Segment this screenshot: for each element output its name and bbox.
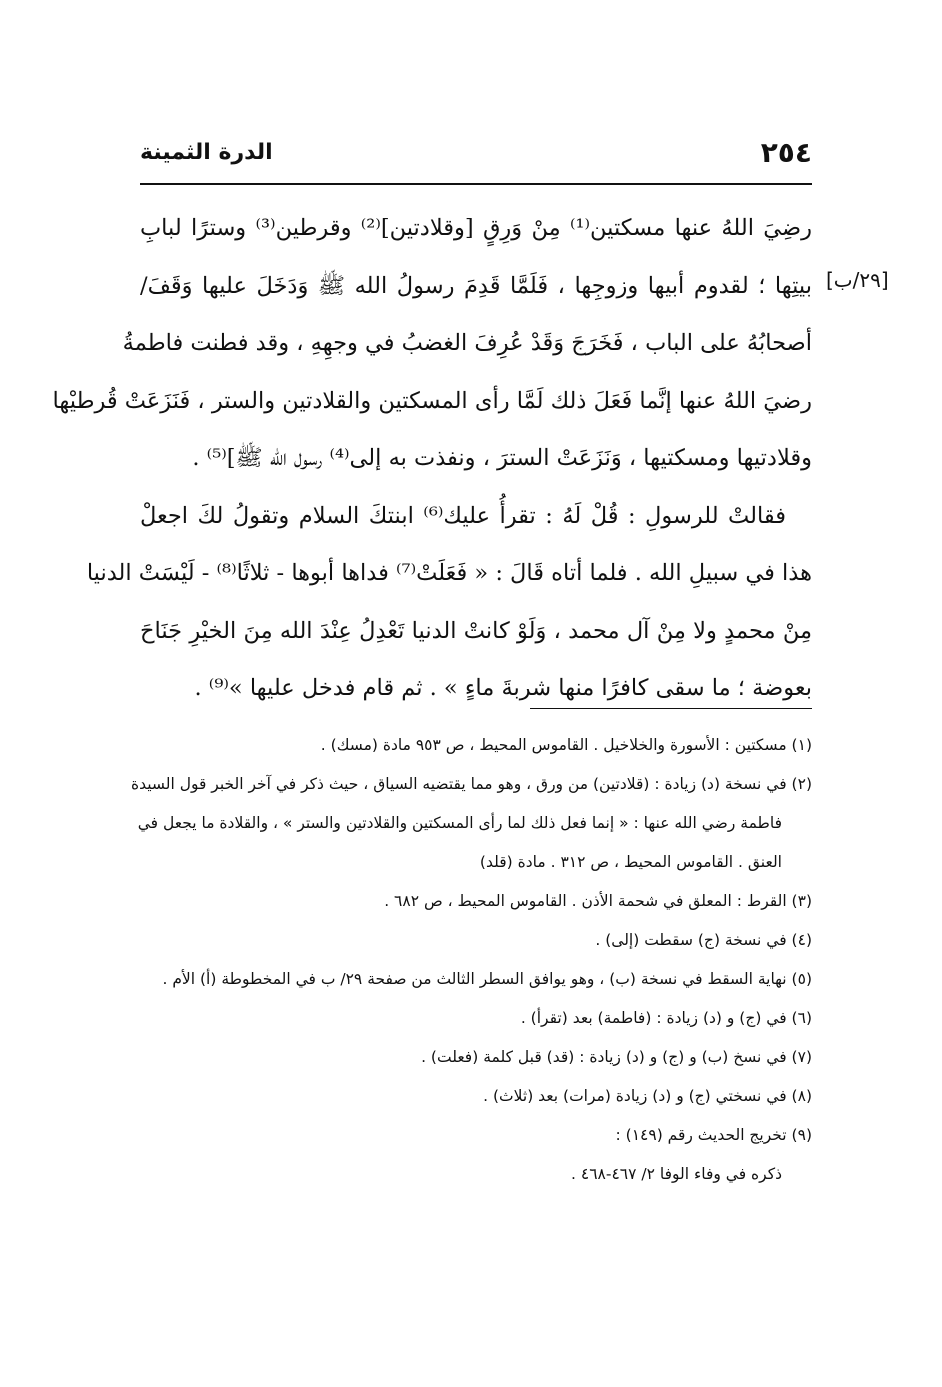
footnote: (٧) في نسخ (ب) و (ج) و (د) زيادة : (قد) قبل كلمة (فعلت) .	[421, 1048, 812, 1066]
footnote: (٦) في (ج) و (د) زيادة : (فاطمة) بعد (تقرأ) .	[520, 1009, 812, 1027]
text-line: بعوضة ؛ ما سقى كافرًا منها شربةَ ماءٍ » . ثم قام فدخل عليها »⁽⁹⁾ .	[194, 675, 812, 701]
footnote-separator	[530, 708, 812, 709]
text-line: أصحابُهُ على الباب ، فَخَرَجَ وَقَدْ عُرِفَ الغضبُ في وجهِهِ ، وقد فطنت فاطمةُ	[122, 330, 812, 356]
footnote: (٩) تخريج الحديث رقم (١٤٩) :	[615, 1126, 812, 1144]
main-text	[52, 200, 812, 718]
footnote-continuation: ذكره في وفاء الوفا ٢/ ٤٦٧-٤٦٨ .	[571, 1165, 782, 1183]
running-title: الدرة الثمينة	[140, 140, 273, 165]
text-line: رضيَ اللهُ عنها إنَّما فَعَلَ ذلك لَمَّا رأى المسكتين والقلادتين والستر ، فَنَزَعَتْ قُرطيْها	[52, 387, 812, 414]
text-line: وقلادتيها ومسكتيها ، وَنَزَعَتْ السترَ ، ونفذت به إلى⁽⁴⁾ رسول الله ﷺ]⁽⁵⁾ .	[192, 445, 812, 471]
footnotes	[130, 726, 812, 1194]
text-line: فقالتْ للرسولِ : قُلْ لَهُ : تقرأُ عليك⁽⁶⁾ ابنتكَ السلام وتقولُ لكَ اجعلْ	[140, 502, 787, 529]
footnote-continuation: فاطمة رضي الله عنها : « إنما فعل ذلك لما رأى المسكتين والقلادتين والستر » ، والقلادة ما يجعل في	[137, 814, 782, 832]
footnote: (٣) القرط : المعلق في شحمة الأذن . القاموس المحيط ، ص ٦٨٢ .	[384, 892, 812, 910]
text-line: مِنْ محمدٍ ولا مِنْ آل محمد ، وَلَوْ كانتْ الدنيا تَعْدِلُ عِنْدَ الله مِنَ الخيْرِ جَنَاحَ	[140, 617, 812, 644]
footnote-continuation: العنق . القاموس المحيط ، ص ٣١٢ . مادة (قلد)	[479, 853, 782, 871]
text-line: رضِيَ اللهُ عنها مسكتين⁽¹⁾ مِنْ وَرِقٍ [وقلادتين]⁽²⁾ وقرطين⁽³⁾ وسترًا لبابِ	[140, 215, 812, 241]
page-number: ٢٥٤	[760, 136, 812, 169]
footnote: (٥) نهاية السقط في نسخة (ب) ، وهو يوافق السطر الثالث من صفحة ٢٩/ ب في المخطوطة (أ) الأم .	[162, 970, 812, 988]
footnote: (١) مسكتين : الأسورة والخلاخيل . القاموس المحيط ، ص ٩٥٣ مادة (مسك) .	[320, 736, 812, 754]
text-line: بيتِها ؛ لقدوم أبيها وزوجِها ، فَلَمَّا قَدِمَ رسولُ الله ﷺ وَدَخَلَ عليها وَقَفَ/	[140, 272, 812, 299]
header-rule	[140, 183, 812, 185]
footnote: (٤) في نسخة (ج) سقطت (إلى) .	[595, 931, 812, 949]
footnote: (٨) في نسختي (ج) و (د) زيادة (مرات) بعد (ثلاث) .	[483, 1087, 812, 1105]
footnote: (٢) في نسخة (د) زيادة : (قلادتين) من ورق ، وهو مما يقتضيه السياق ، حيث ذكر في آخر الخبر قول السيدة	[130, 775, 812, 793]
text-line: هذا في سبيلِ الله . فلما أتاه قَالَ : « فَعَلَتْ⁽⁷⁾ فداها أبوها - ثلاثًا⁽⁸⁾ - لَيْسَتْ الدنيا	[86, 560, 812, 586]
page-header	[140, 136, 812, 176]
manuscript-folio-marker: [٢٩/ب]	[826, 268, 889, 292]
